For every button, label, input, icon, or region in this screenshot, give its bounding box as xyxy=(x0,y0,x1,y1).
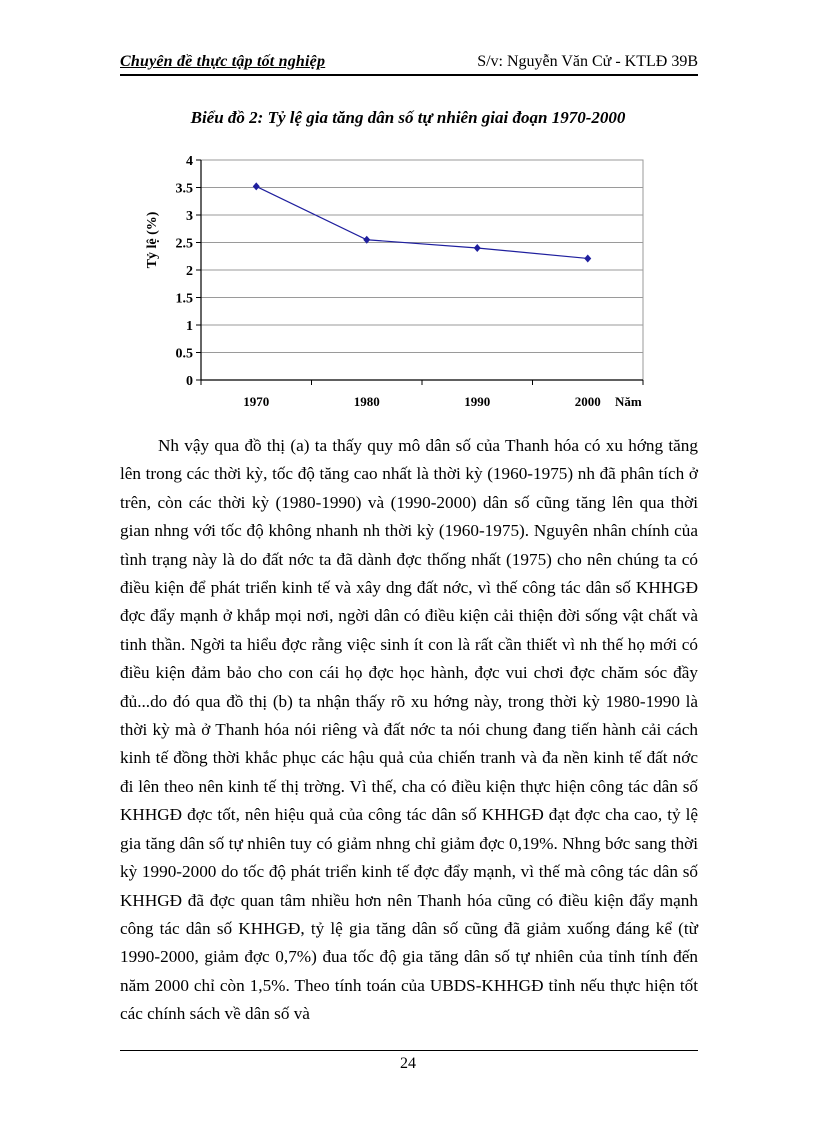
y-tick-label: 0 xyxy=(186,374,193,389)
chart-axes xyxy=(196,160,643,385)
y-tick-label: 3 xyxy=(186,209,193,224)
x-axis-label: Năm xyxy=(615,394,642,409)
body-text xyxy=(120,432,698,1029)
page-number: 24 xyxy=(400,1055,416,1072)
y-tick-label: 1.5 xyxy=(175,291,193,307)
y-tick-label: 2 xyxy=(186,264,193,279)
y-axis-label: Tỷ lệ (%) xyxy=(145,211,160,269)
body-paragraph: Nh vậy qua đồ thị (a) ta thấy quy mô dân số của Thanh hóa có xu hớng tăng lên trong các thời kỳ, tốc độ tăng cao nhất là thời kỳ (1960-1975) nh đã phân tích ở trên, còn các thời kỳ (1980-1990) và (1990-2000) dân số cũng tăng lên qua thời gian nhng với tốc độ không nhanh nh thời kỳ (1960-1975). Nguyên nhân chính của tình trạng này là do đất nớc ta đã dành đợc thống nhất (1975) cho nên chúng ta có điều kiện để phát triển kinh tế và xây dng đất nớc, vì thế công tác dân số KHHGĐ đợc đẩy mạnh ở khắp mọi nơi, ngời dân có điều kiện cải thiện đời sống vật chất và tinh thần. Ngời ta hiểu đợc rằng việc sinh ít con là rất cần thiết vì nh thế họ mới có điều kiện đảm bảo cho con cái họ đợc học hành, đợc vui chơi đợc chăm sóc đầy đủ...do đó qua đồ thị (b) ta nhận thấy rõ xu hớng này, trong thời kỳ 1980-1990 là thời kỳ mà ở Thanh hóa nói riêng và đất nớc ta nói chung đang tiến hành cải cách kinh tế đồng thời khắc phục các hậu quả của chiến tranh và đa nền kinh tế đất nớc đi lên theo nên kinh tế thị trờng. Vì thế, cha có điều kiện thực hiện công tác dân số KHHGĐ đợc tốt, nên hiệu quả của công tác dân số KHHGĐ đạt đợc cha cao, tỷ lệ gia tăng dân số tự nhiên tuy có giảm nhng chỉ giảm đợc 0,19%. Nhng bớc sang thời kỳ 1990-2000 do tốc độ phát triển kinh tế đợc đẩy mạnh, vì thế mà công tác dân số KHHGĐ đã đợc quan tâm nhiều hơn nên Thanh hóa cũng có điều kiện đẩy mạnh công tác dân số KHHGĐ, tỷ lệ gia tăng dân số cũng đã giảm xuống đáng kể (từ 1990-2000, giảm đợc 0,7%) đua tốc độ gia tăng dân số tự nhiên của tỉnh tính đến năm 2000 chỉ còn 1,5%. Theo tính toán của UBDS-KHHGĐ tỉnh nếu thực hiện tốt các chính sách về dân số và xyxy=(120,436,698,1024)
y-tick-label: 3.5 xyxy=(175,181,193,197)
chart-series xyxy=(253,182,592,262)
series-line xyxy=(256,186,588,258)
chart-grid xyxy=(201,160,643,380)
data-point-marker xyxy=(253,182,260,190)
x-tick-labels xyxy=(243,394,601,409)
data-point-marker xyxy=(474,244,481,252)
line-chart xyxy=(128,150,668,412)
y-tick-label: 4 xyxy=(186,154,193,169)
y-tick-label: 0.5 xyxy=(175,346,193,362)
y-tick-label: 1 xyxy=(186,319,193,334)
x-tick-label: 1990 xyxy=(464,394,491,409)
footer-divider xyxy=(120,1050,698,1051)
header-document-title: Chuyên đề thực tập tốt nghiệp xyxy=(120,53,326,70)
header-author: S/v: Nguyễn Văn Cử - KTLĐ 39B xyxy=(477,53,698,70)
data-point-marker xyxy=(584,254,591,262)
page-header xyxy=(120,50,698,76)
x-tick-label: 1970 xyxy=(243,394,270,409)
y-tick-label: 2.5 xyxy=(175,236,193,252)
y-tick-labels xyxy=(176,154,194,389)
x-tick-label: 1980 xyxy=(353,394,380,409)
chart-title: Biểu đồ 2: Tỷ lệ gia tăng dân số tự nhiên giai đoạn 1970-2000 xyxy=(190,108,626,127)
x-tick-label: 2000 xyxy=(574,394,601,409)
